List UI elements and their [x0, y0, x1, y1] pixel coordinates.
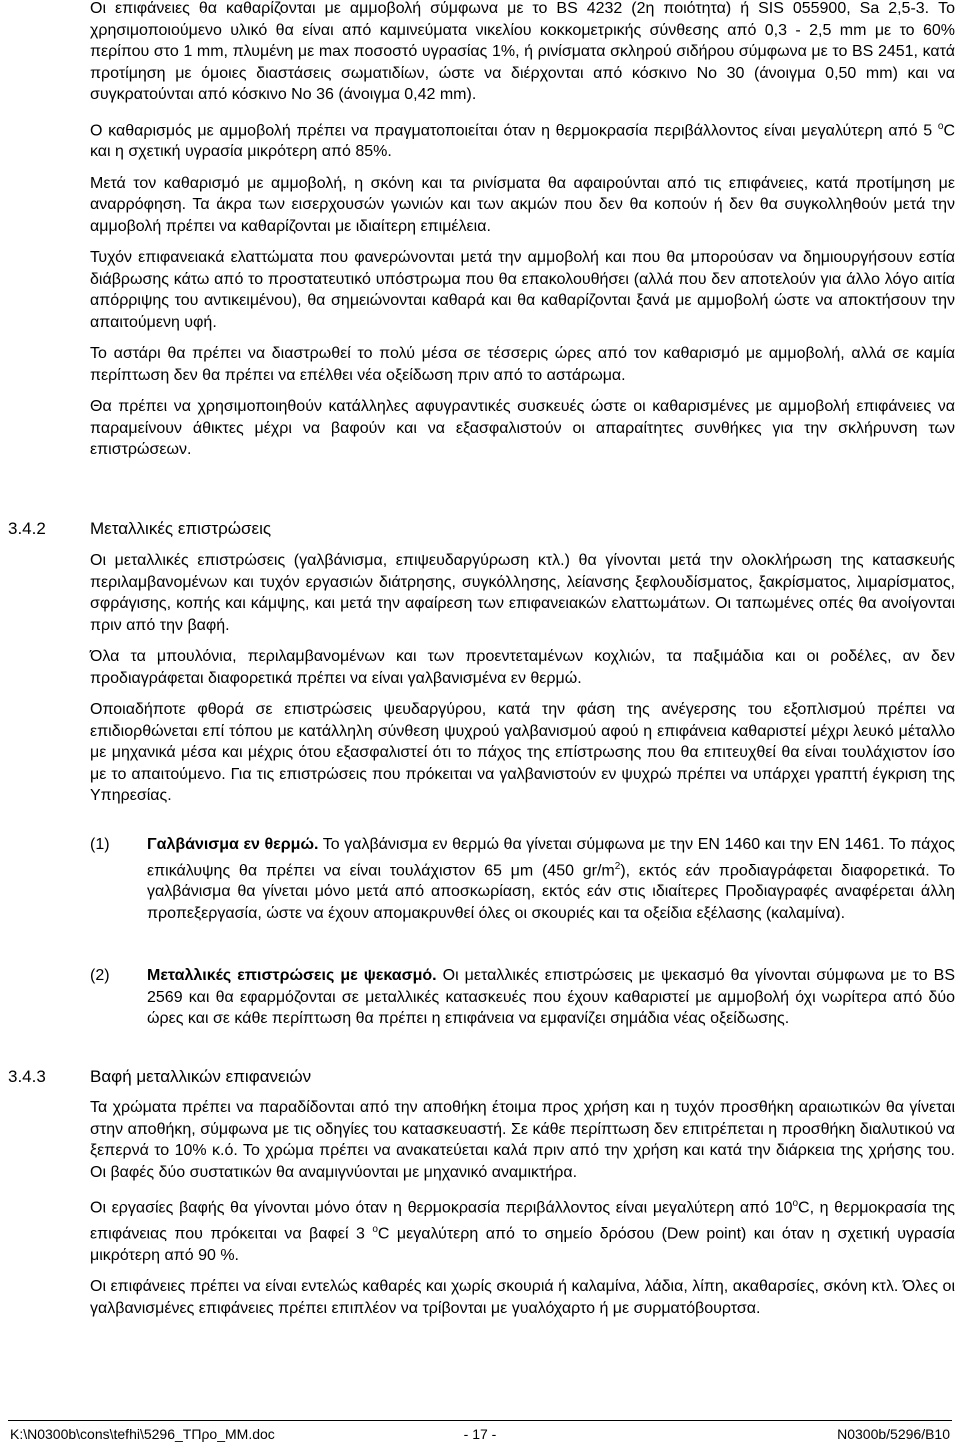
list-item-hot-dip	[90, 834, 955, 924]
paragraph-paint-preparation: Τα χρώματα πρέπει να παραδίδονται από την αποθήκη έτοιμα προς χρήση και η τυχόν προσθήκη αραιωτικών θα γίνεται στην αποθήκη, σύμφωνα με τις οδηγίες του κατασκευαστή. Σε κάθε περίπτωση δεν επιτρέπεται η προσθήκη διαλυτικού να ξεπερνά το 10% κ.ό. Το χρώμα πρέπει να ανακατεύεται καλά πριν από την χρήση και κατά την διάρκεια της χρήσης του. Οι βαφές δύο συστατικών θα αναμιγνύονται με μηχανικό αναμικτήρα.	[90, 1099, 955, 1181]
paragraph-blasting-conditions	[90, 116, 955, 163]
list-item-text: Οι μεταλλικές επιστρώσεις με ψεκασμό θα γίνονται σύμφωνα με το BS 2569 και θα εφαρμόζονται σε μεταλλικές κατασκευές που έχουν καθαριστεί με αμμοβολή όχι νωρίτερα από δύο ώρες και σε κάθε περίπτωση θα πρέπει η επιφάνεια να εμφανίζει σημάδια νέας οξείδωσης.	[147, 967, 956, 1027]
paragraph-blasting-standard: Οι επιφάνειες θα καθαρίζονται με αμμοβολή σύμφωνα με το BS 4232 (2η ποιότητα) ή SIS 055900, Sa 2,5-3. Το χρησιμοποιούμενο υλικό θα είναι από καμινεύματα νικελίου κοκκομετρικής σύνθεσης από 0,3 - 2,5 mm με το 60% περίπου στο 1 mm, πλυμένη με max ποσοστό υγρασίας 1%, ή ρινίσματα σκληρού σιδήρου σύμφωνα με το BS 2451, κατά προτίμηση με όμοιες διαστάσεις σωματιδίων, ώστε να διέρχονται από κόσκινο Νο 30 (άνοιγμα 0,50 mm) και να συγκρατούνται από κόσκινο Νο 36 (άνοιγμα 0,42 mm).	[90, 0, 955, 103]
paragraph-dehumidifiers: Θα πρέπει να χρησιμοποιηθούν κατάλληλες αφυγραντικές συσκευές ώστε οι καθαρισμένες με αμμοβολή επιφάνειες να παραμείνουν άθικτες μέχρι να βαφούν και να εξασφαλιστούν οι απαραίτητες συνθήκες για την σκλήρυνση των επιστρώσεων.	[90, 398, 955, 459]
paragraph-paint-conditions-a: Οι εργασίες βαφής θα γίνονται μόνο όταν η θερμοκρασία περιβάλλοντος είναι μεγαλύτερη από 10	[90, 1199, 793, 1217]
degree-superscript: o	[937, 120, 944, 132]
degree-superscript: o	[792, 1198, 799, 1209]
intro-block	[90, 0, 955, 461]
paragraph-blasting-conditions-tail: C και η σχετική υγρασία μικρότερη από 85%.	[90, 121, 955, 161]
section-343-body	[90, 1097, 955, 1319]
list-item-spray	[90, 965, 955, 1030]
paragraph-paint-conditions	[90, 1193, 955, 1266]
footer-page-number: - 17 -	[463, 1426, 497, 1442]
footer-file-path: K:\N0300b\cons\tefhi\5296_ΤΠρο_ΜΜ.doc	[10, 1426, 275, 1442]
section-title: Μεταλλικές επιστρώσεις	[90, 519, 272, 538]
list-marker: (1)	[90, 836, 110, 853]
list-marker: (2)	[90, 967, 110, 984]
list-item-text-tail: ), εκτός εάν προδιαγράφεται διαφορετικά. Το γαλβάνισμα θα γίνεται μόνο μετά από αποσκωρίαση, εκτός εάν στις ιδιαίτερες Προδιαγραφές αναφέρεται άλλη προπεξεργασία, ώστε να έχουν απομακρυνθεί όλες οι σκουριές και τα οξείδια εξέλασης (καλαμίνα).	[147, 861, 956, 922]
paragraph-paint-conditions-b: C, η θερμοκρασία της επιφάνειας που πρόκειται να βαφεί 3	[90, 1199, 955, 1243]
paragraph-surface-cleanliness: Οι επιφάνειες πρέπει να είναι εντελώς καθαρές και χωρίς σκουριά ή καλαμίνα, λάδια, λίπη, ακαθαρσίες, σκόνη κτλ. Όλες οι γαλβανισμένες επιφάνειες πρέπει επιπλέον να τρίβονται με γυαλόχαρτο ή με συρματόβουρτσα.	[90, 1278, 955, 1317]
list-item-content	[147, 965, 955, 1030]
paragraph-blasting-conditions-text: Ο καθαρισμός με αμμοβολή πρέπει να πραγματοποιείται όταν η θερμοκρασία περιβάλλοντος είναι μεγαλύτερη από 5	[90, 121, 938, 139]
paragraph-primer-timing: Το αστάρι θα πρέπει να διαστρωθεί το πολύ μέσα σε τέσσερις ώρες από τον καθαρισμό με αμμοβολή, αλλά σε καμία περίπτωση δεν θα πρέπει να επέλθει νέα οξείδωση πριν από το αστάρωμα.	[90, 345, 955, 384]
list-item-lead: Μεταλλικές επιστρώσεις με ψεκασμό.	[147, 967, 437, 984]
section-heading-343	[8, 1066, 311, 1088]
section-title: Βαφή μεταλλικών επιφανειών	[90, 1067, 312, 1086]
section-342-body	[90, 550, 955, 807]
list-item-text: Το γαλβάνισμα εν θερμώ θα γίνεται σύμφωνα με την ΕΝ 1460 και την ΕΝ 1461. Το πάχος επικάλυψης θα πρέπει να είναι τουλάχιστον 65 μm (450 gr/m	[147, 836, 956, 879]
paragraph-dust-removal: Μετά τον καθαρισμό με αμμοβολή, η σκόνη και τα ρινίσματα θα αφαιρούνται από τις επιφάνειες, κατά προτίμηση με αναρρόφηση. Τα άκρα των εισερχουσών γωνιών και των ακμών που δεν θα κοπούν ή δεν θα συγκολληθούν μετά την αμμοβολή πρέπει να καθαρίζονται με ιδιαίτερη επιμέλεια.	[90, 174, 955, 235]
section-number: 3.4.3	[8, 1067, 46, 1086]
degree-superscript: o	[372, 1223, 378, 1235]
paragraph-surface-defects: Τυχόν επιφανειακά ελαττώματα που φανερώνονται μετά την αμμοβολή και που θα μπορούσαν να δημιουργήσουν εστία διάβρωσης κάτω από το προστατευτικό υπόστρωμα που θα επακολουθήσει (αλλά που δεν αποτελούν για άλλο λόγο αιτία απόρριψης του αντικειμένου), θα σημειώνονται καθαρά και θα καθαρίζονται ξανά με αμμοβολή ώστε να αποκτήσουν την απαιτούμενη υφή.	[90, 249, 955, 331]
paragraph-metallic-coatings: Οι μεταλλικές επιστρώσεις (γαλβάνισμα, επιψευδαργύρωση κτλ.) θα γίνονται μετά την ολοκλήρωση της κατασκευής περιλαμβανομένων και τυχόν εργασιών διάτρησης, συγκόλλησης, λείανσης ξεφλουδίσματος, ξακρίσματος, λιμαρίσματος, σφράγισης, κοπής και κάμψης, και μετά την αφαίρεση των επιφανειακών ελαττωμάτων. Οι ταπωμένες οπές θα ανοίγονται πριν από την βαφή.	[90, 552, 955, 634]
paragraph-zinc-repair: Οποιαδήποτε φθορά σε επιστρώσεις ψευδαργύρου, κατά την φάση της ανέγερσης του εξοπλισμού πρέπει να επιδιορθώνεται επί τόπου με κατάλληλη σύνθεση ψυχρού γαλβανισμού αφού η επιφάνεια καθαριστεί μέχρι λευκό μέταλλο με μηχανικά μέσα και μέχρις ότου εξασφαλιστεί ότι το πάχος της επίστρωσης που θα επιτευχθεί θα είναι τουλάχιστον ίσο με το απαιτούμενο. Για τις επιστρώσεις που πρόκειται να γαλβανιστούν εν ψυχρώ πρέπει να υπάρχει γραπτή έγκριση της Υπηρεσίας.	[90, 701, 955, 804]
section-heading-342	[8, 518, 271, 540]
footer-document-code: N0300b/5296/B10	[837, 1426, 950, 1442]
list-item-lead: Γαλβάνισμα εν θερμώ.	[147, 836, 319, 853]
page-footer	[8, 1420, 952, 1443]
list-item-content	[147, 834, 955, 924]
squared-superscript: 2	[614, 860, 621, 872]
paragraph-paint-conditions-c: C μεγαλύτερη από το σημείο δρόσου (Dew point) και όταν η σχετική υγρασία μικρότερη από 90 %.	[90, 1225, 955, 1264]
paragraph-bolts-galvanized: Όλα τα μπουλόνια, περιλαμβανομένων και των προεντεταμένων κοχλιών, τα παξιμάδια και οι ροδέλες, αν δεν προδιαγράφεται διαφορετικά πρέπει να είναι γαλβανισμένα εν θερμώ.	[90, 648, 955, 687]
section-number: 3.4.2	[8, 519, 46, 538]
